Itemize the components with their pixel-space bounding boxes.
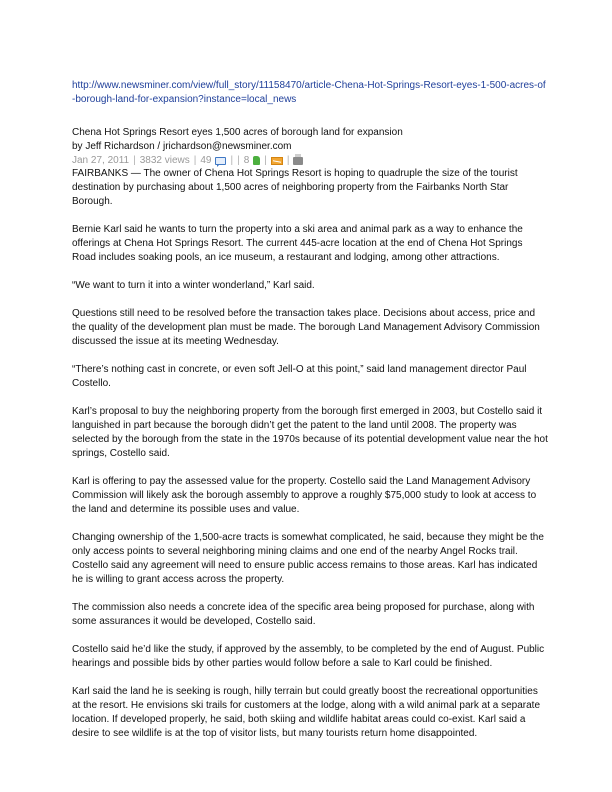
article-meta-row [72, 154, 548, 167]
meta-separator: | [193, 154, 197, 166]
meta-separator: | [264, 154, 267, 166]
document-page [72, 79, 548, 755]
thumbs-up-icon[interactable] [253, 156, 260, 165]
article-paragraph: Karl is offering to pay the assessed value for the property. Costello said the Land Management Advisory Commission will likely ask the borough assembly to approve a roughly $75,000 study to look at access to the land and determine its possible uses and value. [72, 476, 537, 515]
comment-count: 49 [200, 154, 212, 166]
article-view-count: 3832 views [139, 154, 190, 166]
article-paragraph: “There’s nothing cast in concrete, or even soft Jell-O at this point,” said land management director Paul Costello. [72, 364, 527, 389]
article-paragraph: FAIRBANKS — The owner of Chena Hot Springs Resort is hoping to quadruple the size of the tourist destination by purchasing about 1,500 acres of neighboring property from the Fairbanks North Star Borough. [72, 168, 518, 207]
article-date: Jan 27, 2011 [72, 154, 130, 166]
article-paragraph: “We want to turn it into a winter wonderland,” Karl said. [72, 280, 315, 291]
article-paragraph: Karl’s proposal to buy the neighboring property from the borough first emerged in 2003, but Costello said it languished in part because the borough didn’t get the patent to the land until 2008. The property was selected by the borough from the state in the 1970s because of its potential development value near the hot springs, Costello said. [72, 406, 548, 459]
article-paragraph: Bernie Karl said he wants to turn the property into a ski area and animal park as a way to enhance the offerings at Chena Hot Springs Resort. The current 445-acre location at the end of Chena Hot Springs Road includes soaking pools, an ice museum, a restaurant and lodging, among other attractions. [72, 224, 523, 263]
article-headline: Chena Hot Springs Resort eyes 1,500 acres of borough land for expansion [72, 127, 403, 138]
article-paragraph: Questions still need to be resolved before the transaction takes place. Decisions about access, price and the quality of the development plan must be made. The borough Land Management Advisory Commission discussed the issue at its meeting Wednesday. [72, 308, 540, 347]
source-url-link[interactable]: http://www.newsminer.com/view/full_story/11158470/article-Chena-Hot-Springs-Resort-eyes-1-500-acres-of-borough-land-for-expansion?instance=local_news [72, 80, 546, 105]
email-icon[interactable] [271, 157, 283, 165]
meta-separator: | [286, 154, 290, 166]
meta-separator: | [237, 154, 240, 166]
article-byline: by Jeff Richardson / jrichardson@newsminer.com [72, 141, 292, 152]
article-paragraph: Karl said the land he is seeking is rough, hilly terrain but could greatly boost the recreational opportunities at the resort. He envisions ski trails for customers at the lodge, along with a wild animal park at a separate location. If developed properly, he said, both skiing and wildlife habitat areas could co-exist. Karl said a desire to see wildlife is at the top of visitor lists, but many tourists return home disappointed. [72, 686, 541, 739]
comment-icon[interactable] [215, 157, 226, 165]
meta-separator: | [133, 154, 136, 166]
article-paragraph: Costello said he’d like the study, if approved by the assembly, to be completed by the end of August. Public hearings and possible bids by other parties would follow before a sale to Karl could be finished. [72, 644, 545, 669]
like-count: 8 [243, 154, 250, 166]
print-icon[interactable] [293, 157, 303, 165]
article-paragraph: Changing ownership of the 1,500-acre tracts is somewhat complicated, he said, because they might be the only access points to several neighboring mining claims and one end of the nearby Angel Rocks trail. Costello said any agreement will need to ensure public access remains to those areas. Karl has indicated he is willing to grant access across the property. [72, 532, 544, 585]
meta-separator: | [230, 154, 234, 166]
article-paragraph: The commission also needs a concrete idea of the specific area being proposed for purchase, along with some assurances it would be developed, Costello said. [72, 602, 535, 627]
